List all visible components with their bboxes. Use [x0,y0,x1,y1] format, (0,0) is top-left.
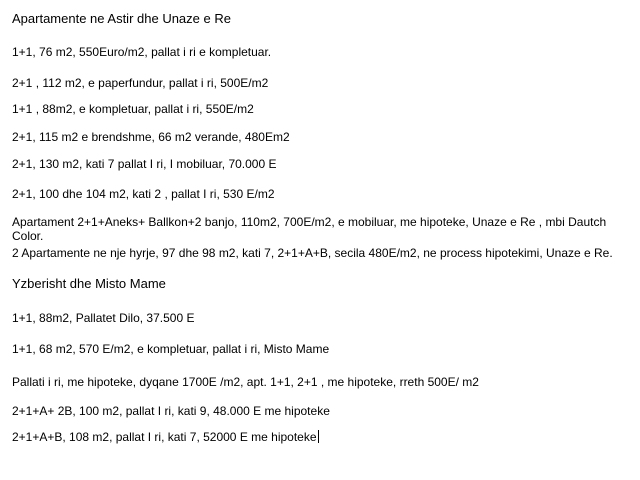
text-cursor[interactable] [318,430,319,443]
listing-line: 2+1, 130 m2, kati 7 pallat I ri, I mobiluar, 70.000 E [12,157,277,171]
listing-line: 2+1 , 112 m2, e paperfundur, pallat i ri, 500E/m2 [12,76,269,90]
listing-line: 1+1, 88m2, Pallatet Dilo, 37.500 E [12,311,195,325]
listing-line: 2 Apartamente ne nje hyrje, 97 dhe 98 m2, kati 7, 2+1+A+B, secila 480E/m2, ne process hipotekimi, Unaze e Re. [12,246,613,260]
listing-line: 2+1, 115 m2 e brendshme, 66 m2 verande, 480Em2 [12,130,290,144]
listing-line: 1+1 , 88m2, e kompletuar, pallat i ri, 550E/m2 [12,102,254,116]
section-heading-astir: Apartamente ne Astir dhe Unaze e Re [12,11,231,26]
listing-line: 1+1, 76 m2, 550Euro/m2, pallat i ri e kompletuar. [12,45,272,59]
listing-line: 2+1+A+ 2B, 100 m2, pallat I ri, kati 9, 48.000 E me hipoteke [12,404,330,418]
listing-paragraph: Apartament 2+1+Aneks+ Ballkon+2 banjo, 110m2, 700E/m2, e mobiluar, me hipoteke, Unaze e Re , mbi Dautch Color. [12,215,607,243]
section-heading-yzberisht: Yzberisht dhe Misto Mame [12,276,166,291]
listing-line-last [12,430,319,444]
listing-line: Pallati i ri, me hipoteke, dyqane 1700E /m2, apt. 1+1, 2+1 , me hipoteke, rreth 500E/ m2 [12,375,479,389]
listing-text: 2+1+A+B, 108 m2, pallat I ri, kati 7, 52000 E me hipoteke [12,430,317,444]
listing-line: 1+1, 68 m2, 570 E/m2, e kompletuar, pallat i ri, Misto Mame [12,342,330,356]
listing-line: 2+1, 100 dhe 104 m2, kati 2 , pallat I ri, 530 E/m2 [12,187,275,201]
